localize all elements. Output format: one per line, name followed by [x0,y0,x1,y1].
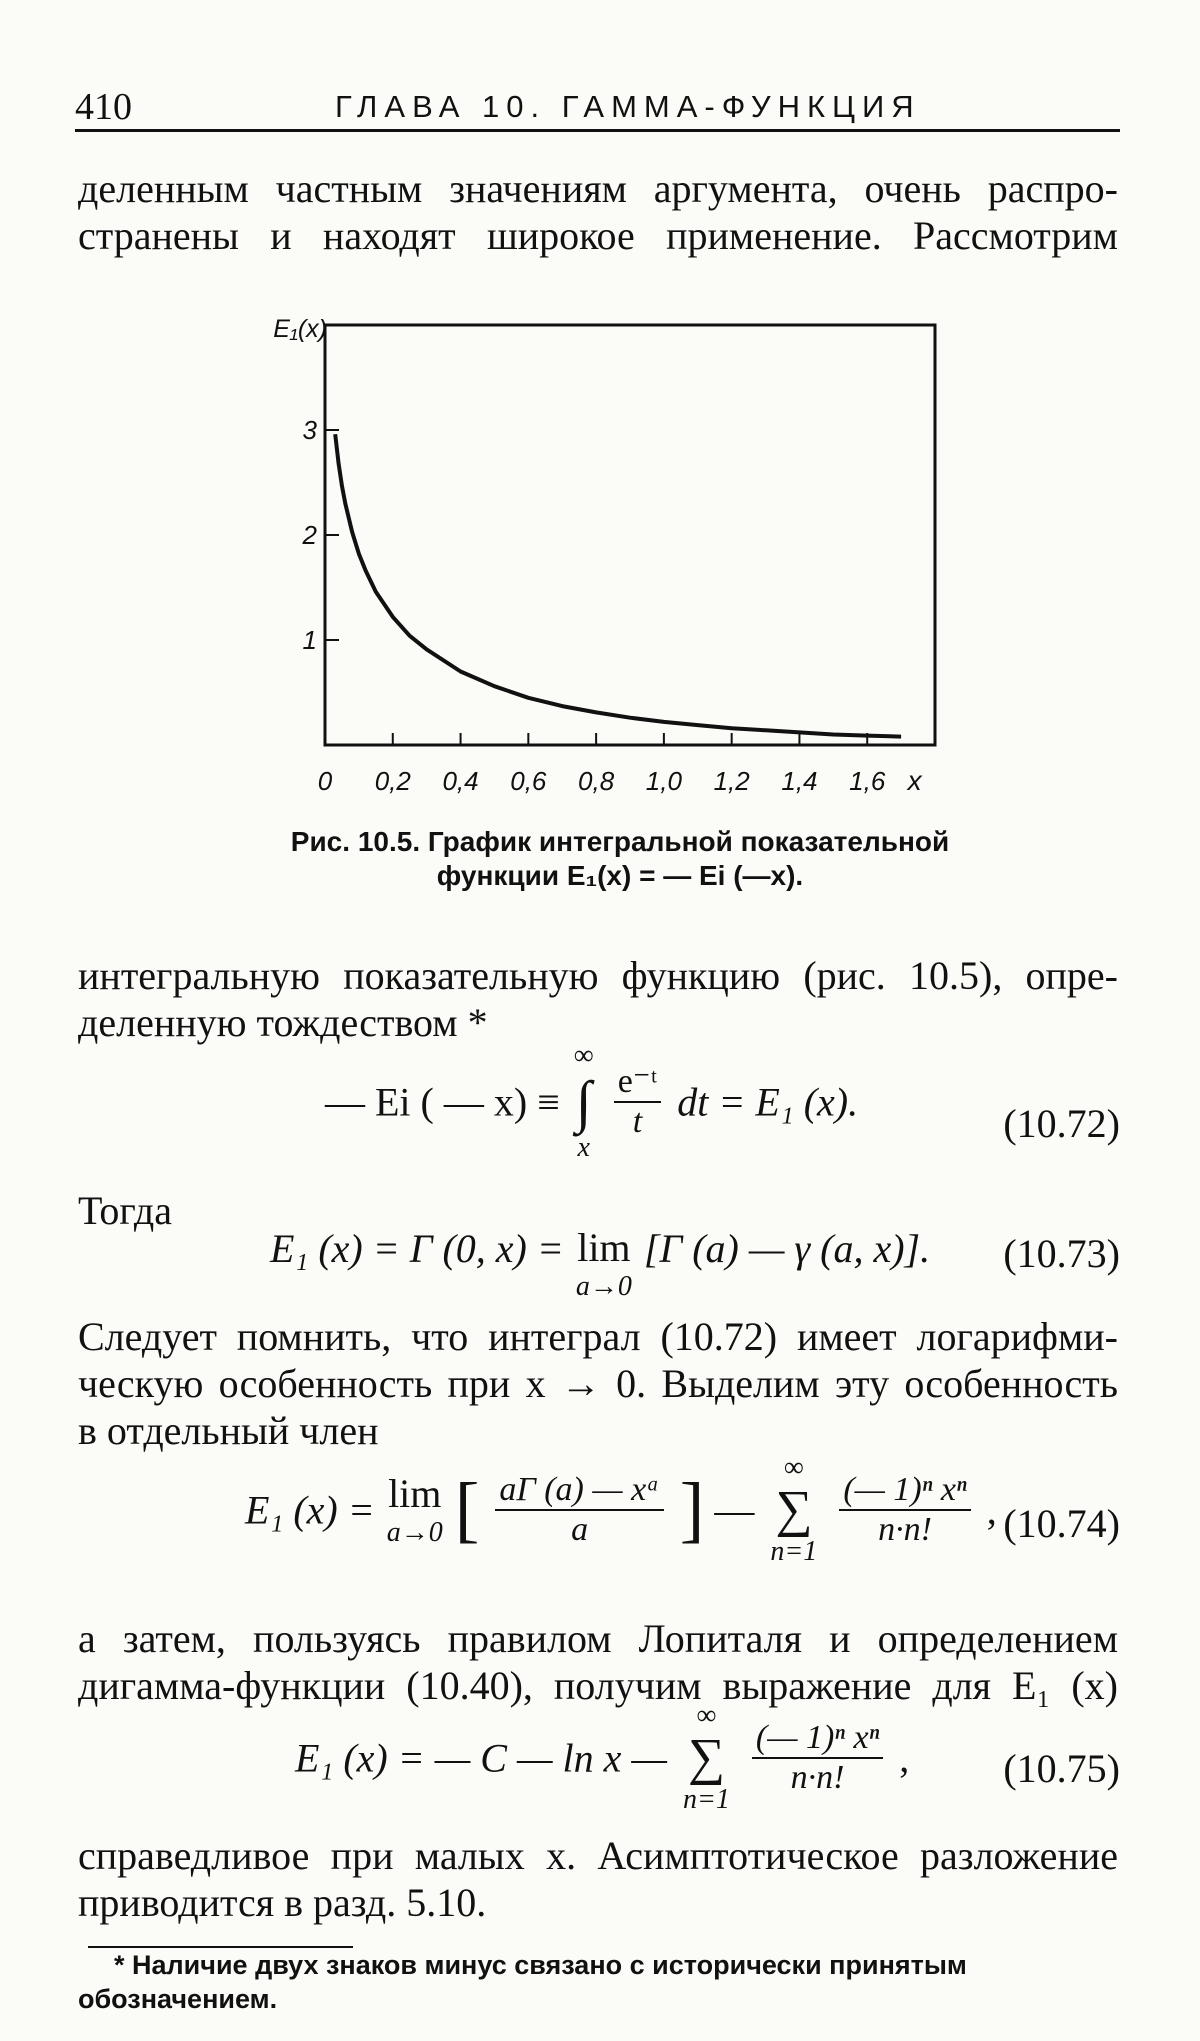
equation-number: (10.75) [1003,1746,1120,1791]
x-tick-label: 1,4 [781,766,818,796]
limit-subscript: a→0 [575,1271,632,1302]
text-line: приводится в разд. 5.10. [78,1880,487,1925]
series-line-e1 [335,434,901,736]
integral-operator [574,1040,594,1164]
limit-subscript: a→0 [386,1517,443,1548]
x-tick-label: 1,6 [849,766,886,796]
text-line: странены и находят широкое применение. Рассмотрим [78,213,1118,258]
paragraph-lhopital [78,1615,1118,1709]
fraction [752,1719,883,1797]
sum-sign: ∑ [687,1729,725,1786]
x-tick-label: 1,0 [645,766,682,796]
integral-lower: x [577,1132,590,1163]
equation-number: (10.73) [1003,1231,1120,1276]
footnote [78,1948,1118,2016]
text-line: деленную тождеством * [78,1000,488,1045]
limit-operator [576,1225,632,1303]
sum-sign: ∑ [775,1481,813,1538]
intro-paragraph [78,165,1118,259]
y-axis-label: E₁(x) [273,315,327,343]
sum-lower: n=1 [682,1784,730,1815]
fraction-denominator: n·n! [790,1759,845,1796]
integral-exponential-chart [273,300,1000,820]
fraction-numerator: e⁻ᵗ [614,1063,662,1103]
plot-frame [325,325,935,745]
limit-operator [387,1471,443,1549]
integral-sign: ∫ [575,1069,592,1134]
left-bracket-icon: [ [454,1468,480,1551]
text-line: справедливое при малых x. Асимптотическое разложение [78,1833,1118,1878]
text-line: в отдельный член [78,1408,379,1453]
paragraph-asymptotic [78,1832,1118,1926]
bracket-fraction [495,1471,663,1549]
text-line: Тогда [78,1188,172,1233]
text-line: а затем, пользуясь правилом Лопиталя и определением [78,1616,1118,1661]
caption-line: Рис. 10.5. График интегральной показательной [290,826,950,857]
fraction-denominator: t [632,1103,643,1140]
y-tick-label: 1 [302,625,317,655]
x-tick-label: 1,2 [713,766,750,796]
equation-number: (10.72) [1003,1101,1120,1146]
eq-rhs: dt = E₁ (x). [677,1079,859,1125]
eq-lhs: — Ei ( — x) ≡ [325,1079,560,1125]
text-line: Следует помнить, что интеграл (10.72) имеет логарифми- [78,1314,1118,1359]
limit-word: lim [577,1225,631,1270]
sum-upper: ∞ [696,1700,717,1731]
fraction-denominator: n·n! [878,1511,932,1548]
equation-10-73 [270,1225,930,1303]
equation-number: (10.74) [1003,1501,1120,1546]
caption-line: функции E₁(x) = — Ei (—x). [436,860,804,891]
eq-rhs: [Γ (a) — γ (a, x)]. [643,1226,931,1271]
fraction-numerator: (— 1)ⁿ xⁿ [752,1719,883,1759]
fraction-numerator: (— 1)ⁿ xⁿ [839,1471,970,1511]
sum-operator [770,1452,817,1568]
x-tick-label: 0,6 [510,766,547,796]
eq-lhs: E₁ (x) = [245,1487,375,1533]
y-tick-label: 3 [302,415,317,445]
paragraph-singularity [78,1313,1118,1454]
page-number: 410 [75,86,132,128]
y-tick-label: 2 [302,520,317,550]
limit-word: lim [388,1471,442,1516]
right-bracket-icon: ] [679,1468,705,1551]
fraction [839,1471,970,1549]
footnote-line: обозначением. [78,1984,278,2014]
paragraph-definition [78,952,1118,1046]
x-axis-label: x [907,765,922,796]
eq-lhs: E₁ (x) = — C — ln x — [295,1735,667,1781]
equation-10-75: E₁ (x) = — C — ln x — ∞ ∑ n=1 $\frac{\text{(— 1)ⁿ xⁿ}}{n\cdot n!}$ , [295,1700,910,1815]
text-line: интегральную показательную функцию (рис. 10.5), опре- [78,953,1118,998]
chapter-title: ГЛАВА 10. ГАММА-ФУНКЦИЯ [335,89,921,124]
fraction [614,1063,662,1141]
x-tick-label: 0,8 [578,766,615,796]
text-line: ческую особенность при x → 0. Выделим эту особенность [78,1361,1118,1406]
text-line: дигамма-функции (10.40), получим выражение для E₁ (x) [78,1663,1118,1708]
fraction-denominator: a [571,1511,589,1548]
sum-lower: n=1 [770,1536,818,1567]
integral-upper: ∞ [573,1040,594,1071]
running-header [75,85,1120,132]
footnote-line: * Наличие двух знаков минус связано с исторически принятым [114,1950,967,1980]
figure-caption [250,825,990,893]
sum-operator [683,1700,730,1816]
equation-10-74: E₁ (x) = lim a→0 [ $\frac{\text{aΓ (a) — xᵃ}}{a}$ ] — ∞ ∑ n=1 $\frac{\text{(— 1)ⁿ xⁿ}}{n\cdot n!}$ , [245,1452,997,1567]
text-line: деленным частным значениям аргумента, очень распро- [78,166,1118,211]
fraction-numerator: aΓ (a) — xᵃ [495,1471,663,1511]
x-tick-label: 0,4 [442,766,479,796]
x-tick-label: 0,2 [374,766,411,796]
equation-10-72 [325,1040,858,1164]
minus-sign: — [714,1487,755,1533]
eq-lhs: E₁ (x) = Γ (0, x) = [270,1226,564,1271]
sum-upper: ∞ [783,1452,804,1483]
x-tick-label: 0 [317,766,333,796]
